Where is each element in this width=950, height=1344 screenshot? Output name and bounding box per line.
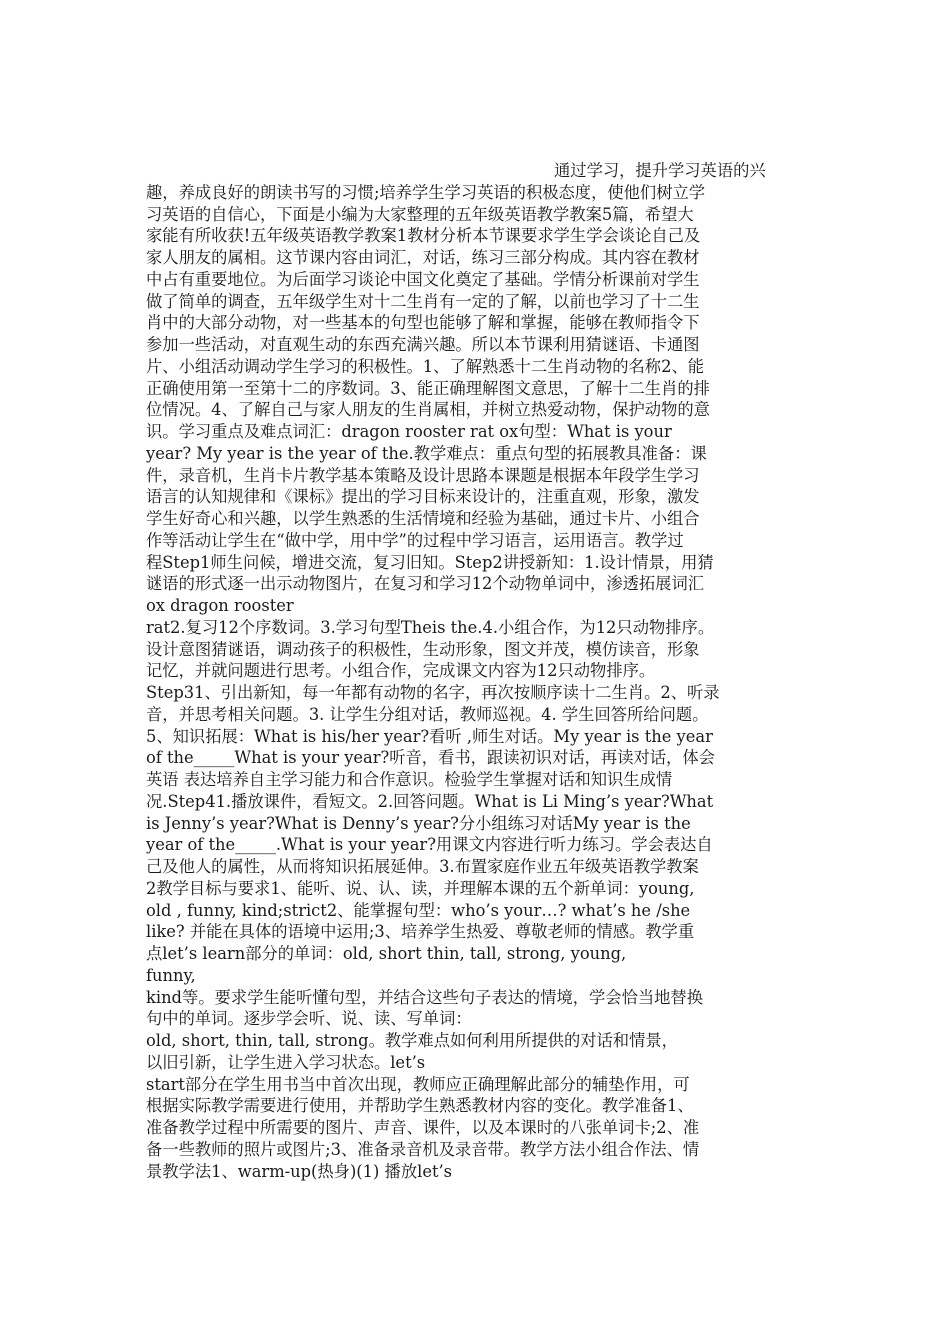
text-line: 况.Step41.播放课件，看短文。2.回答问题。What is Li Ming’s year?What bbox=[146, 791, 714, 811]
text-line: 程Step1师生问候，增进交流，复习旧知。Step2讲授新知：1.设计情景，用猜 bbox=[146, 552, 714, 572]
text-line: 中占有重要地位。为后面学习谈论中国文化奠定了基础。学情分析课前对学生 bbox=[146, 269, 700, 289]
text-line: 音，并思考相关问题。3. 让学生分组对话，教师巡视。4. 学生回答所给问题。 bbox=[146, 704, 709, 724]
text-line: 家人朋友的属相。这节课内容由词汇，对话，练习三部分构成。其内容在教材 bbox=[146, 248, 700, 267]
text-line: rat2.复习12个序数词。3.学习句型Theis the.4.小组合作，为12只动物排序。 bbox=[146, 617, 715, 637]
text-line: 以旧引新，让学生进入学习状态。let’s bbox=[146, 1052, 426, 1072]
text-line: 作等活动让学生在“做中学，用中学”的过程中学习语言，运用语言。教学过 bbox=[146, 530, 684, 550]
text-line: 点let’s learn部分的单词：old, short thin, tall, strong, young, bbox=[146, 944, 627, 963]
text-line: old, short, thin, tall, strong。教学难点如何利用所提供的对话和情景， bbox=[146, 1031, 678, 1050]
text-line: old , funny, kind;strict2、能掌握句型：who’s your…? what’s he /she bbox=[146, 900, 691, 920]
text-line: 通过学习，提升学习英语的兴 bbox=[554, 161, 766, 180]
text-line: Step31、引出新知，每一年都有动物的名字，再次按顺序读十二生肖。2、听录 bbox=[146, 683, 720, 702]
text-line: kind等。要求学生能听懂句型，并结合这些句子表达的情境，学会恰当地替换 bbox=[146, 987, 703, 1007]
text-line: funny, bbox=[146, 965, 196, 985]
text-line: 记忆，并就问题进行思考。小组合作，完成课文内容为12只动物排序。 bbox=[146, 661, 656, 681]
text-line: is Jenny’s year?What is Denny’s year?分小组练习对话My year is the bbox=[146, 813, 691, 833]
text-line: 5、知识拓展：What is his/her year?看听 ,师生对话。My year is the year bbox=[146, 726, 713, 746]
document-body bbox=[146, 160, 818, 1182]
text-line: 趣，养成良好的朗读书写的习惯;培养学生学习英语的积极态度，使他们树立学 bbox=[146, 182, 706, 202]
text-line: 识。学习重点及难点词汇：dragon rooster rat ox句型：What is your bbox=[146, 422, 672, 441]
text-line: 片、小组活动调动学生学习的积极性。1、了解熟悉十二生肖动物的名称2、能 bbox=[146, 356, 705, 376]
text-line: start部分在学生用书当中首次出现，教师应正确理解此部分的辅垫作用，可 bbox=[146, 1074, 690, 1094]
text-line: of the_____What is your year?听音，看书，跟读初识对话，再读对话，体会 bbox=[146, 748, 715, 768]
text-line: 谜语的形式逐一出示动物图片，在复习和学习12个动物单词中，渗透拓展词汇 bbox=[146, 574, 705, 594]
text-line: 做了简单的调查，五年级学生对十二生肖有一定的了解，以前也学习了十二生 bbox=[146, 291, 700, 311]
text-line: 准备教学过程中所需要的图片、声音、课件，以及本课时的八张单词卡;2、准 bbox=[146, 1118, 700, 1137]
text-line: 语言的认知规律和《课标》提出的学习目标来设计的，注重直观，形象，激发 bbox=[146, 487, 700, 507]
text-line: 己及他人的属性，从而将知识拓展延伸。3.布置家庭作业五年级英语教学教案 bbox=[146, 857, 699, 876]
text-line: 英语 表达培养自主学习能力和合作意识。检验学生掌握对话和知识生成情 bbox=[146, 770, 673, 789]
text-line: ox dragon rooster bbox=[146, 596, 294, 615]
text-line: 肖中的大部分动物，对一些基本的句型也能够了解和掌握，能够在教师指令下 bbox=[146, 313, 700, 333]
text-line: 句中的单词。逐步学会听、说、读、写单词： bbox=[146, 1009, 472, 1029]
text-line: 件，录音机，生肖卡片教学基本策略及设计思路本课题是根据本年段学生学习 bbox=[146, 465, 700, 485]
text-line: 参加一些活动，对直观生动的东西充满兴趣。所以本节课利用猜谜语、卡通图 bbox=[146, 335, 700, 354]
text-line: 备一些教师的照片或图片;3、准备录音机及录音带。教学方法小组合作法、情 bbox=[146, 1139, 700, 1159]
text-line: 习英语的自信心，下面是小编为大家整理的五年级英语教学教案5篇，希望大 bbox=[146, 204, 694, 224]
text-line: 家能有所收获!五年级英语教学教案1教材分析本节课要求学生学会谈论自己及 bbox=[146, 226, 701, 246]
text-line: 景教学法1、warm-up(热身)(1) 播放let’s bbox=[146, 1161, 453, 1181]
text-line: year of the_____.What is your year?用课文内容进行听力练习。学会表达自 bbox=[146, 835, 713, 855]
text-line: year? My year is the year of the.教学难点：重点句型的拓展教具准备：课 bbox=[146, 443, 707, 463]
text-line: 设计意图猜谜语，调动孩子的积极性，生动形象，图文并茂，模仿读音，形象 bbox=[146, 639, 700, 659]
text-line: 2教学目标与要求1、能听、说、认、读，并理解本课的五个新单词：young, bbox=[146, 878, 695, 898]
text-line: 根据实际教学需要进行使用，并帮助学生熟悉教材内容的变化。教学准备1、 bbox=[146, 1096, 694, 1116]
text-line: like? 并能在具体的语境中运用;3、培养学生热爱、尊敬老师的情感。教学重 bbox=[146, 922, 695, 942]
text-line: 学生好奇心和兴趣，以学生熟悉的生活情境和经验为基础，通过卡片、小组合 bbox=[146, 509, 700, 528]
text-line: 正确使用第一至第十二的序数词。3、能正确理解图文意思，了解十二生肖的排 bbox=[146, 378, 710, 398]
text-line: 位情况。4、了解自己与家人朋友的生肖属相，并树立热爱动物，保护动物的意 bbox=[146, 400, 710, 420]
